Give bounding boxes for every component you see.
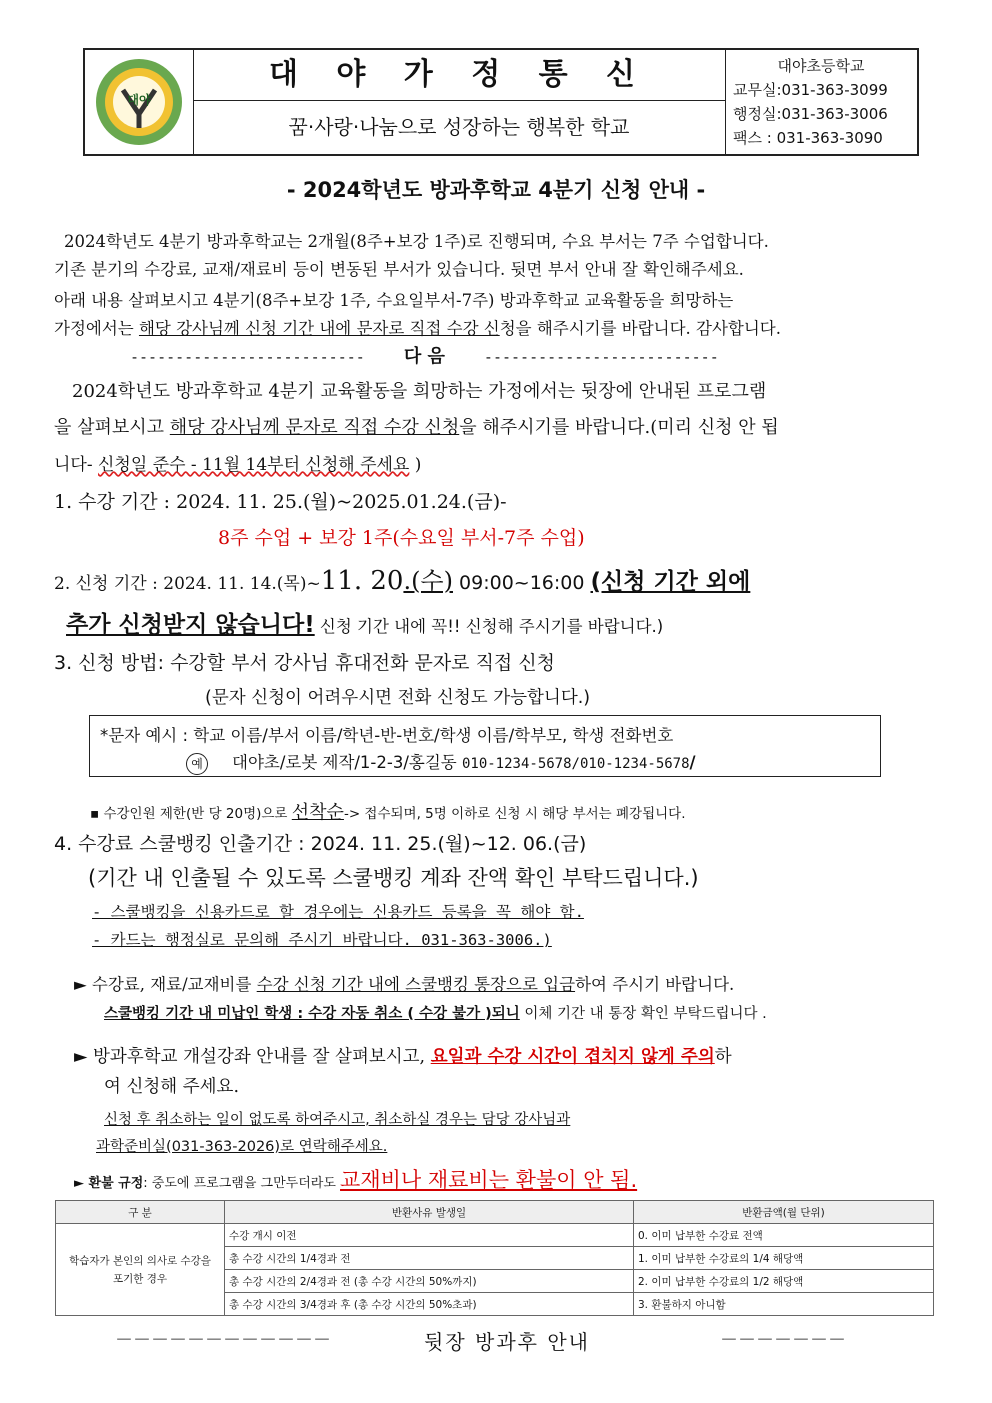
section-divider: -------------------------- 다 음 -------------------------- — [130, 346, 719, 367]
footer-line-left: －－－－－－－－－－－－ — [115, 1330, 331, 1351]
sms-example-label: *문자 예시 : 학교 이름/부서 이름/학년-반-번호/학생 이름/학부모, 학생 전화번호 — [100, 726, 674, 745]
body-line-2: 을 살펴보시고 해당 강사님께 문자로 직접 수강 신청을 해주시기를 바랍니다.(미리 신청 안 됩 — [54, 417, 779, 438]
school-banking-card-contact: - 카드는 행정실로 문의해 주시기 바랍니다. 031-363-3006.) — [92, 931, 552, 949]
course-period-detail: 8주 수업 + 보강 1주(수요일 부서-7주 수업) — [218, 527, 585, 549]
cancel-note-1: 신청 후 취소하는 일이 없도록 하여주시고, 취소하실 경우는 담당 강사님과 — [104, 1112, 571, 1128]
body-line-3: 니다- 신청일 준수 - 11월 14부터 신청해 주세요 ) — [54, 455, 422, 475]
school-banking-period: 4. 수강료 스쿨뱅킹 인출기간 : 2024. 11. 25.(월)~12. 06.(금) — [54, 833, 587, 855]
intro-line-2: 기존 분기의 수강료, 교재/재료비 등이 변동된 부서가 있습니다. 뒷면 부서 안내 잘 확인해주세요. — [54, 260, 744, 279]
staff-room-phone: 교무실:031-363-3099 — [733, 81, 888, 99]
newsletter-title: 대 야 가 정 통 신 — [193, 50, 725, 101]
admin-office-phone: 행정실:031-363-3006 — [733, 105, 888, 123]
table-row — [56, 1224, 934, 1247]
svg-text:대야: 대야 — [127, 93, 151, 107]
refund-amount: 2. 이미 납부한 수강료의 1/2 해당액 — [634, 1270, 934, 1293]
refund-reason: 수강 개시 이전 — [225, 1224, 634, 1247]
header-amount: 반환금액(월 단위) — [634, 1201, 934, 1224]
intro-line-1: 2024학년도 4분기 방과후학교는 2개월(8주+보강 1주)로 진행되며, 수요 부서는 7주 수업합니다. — [64, 232, 769, 251]
schedule-note-cont: 여 신청해 주세요. — [104, 1077, 240, 1097]
divider-label: 다 음 — [403, 346, 445, 367]
application-method: 3. 신청 방법: 수강할 부서 강사님 휴대전화 문자로 직접 신청 — [54, 652, 556, 674]
refund-amount: 1. 이미 납부한 수강료의 1/4 해당액 — [634, 1247, 934, 1270]
application-period: 2. 신청 기간 : 2024. 11. 14.(목)~11. 20.(수) 09:00~16:00 (신청 기간 외에 — [54, 566, 751, 596]
refund-category: 학습자가 본인의 의사로 수강을 포기한 경우 — [56, 1224, 225, 1316]
header-category: 구 분 — [56, 1201, 225, 1224]
sms-example-text: 예 대야초/로봇 제작/1-2-3/홍길동 010-1234-5678/010-1234-5678/ — [186, 749, 696, 775]
refund-reason: 총 수강 시간의 3/4경과 후 (총 수강 시간의 50%초과) — [225, 1293, 634, 1316]
refund-reason: 총 수강 시간의 1/4경과 전 — [225, 1247, 634, 1270]
school-logo — [85, 50, 194, 154]
intro-emphasis: 해당 강사님께 신청 기간 내에 문자로 직접 수강 신 — [138, 319, 500, 338]
intro-line-3: 아래 내용 살펴보시고 4분기(8주+보강 1주, 수요일부서-7주) 방과후학교 교육활동을 희망하는 — [54, 291, 734, 310]
application-method-note: (문자 신청이 어려우시면 전화 신청도 가능합니다.) — [205, 688, 591, 708]
footer-line-right: －－－－－－－ — [720, 1330, 846, 1351]
school-motto: 꿈·사랑·나눔으로 성장하는 행복한 학교 — [288, 115, 630, 139]
deadline-notice: 신청일 준수 - 11월 14부터 신청해 주세요 — [98, 455, 410, 475]
intro-line-4: 가정에서는 해당 강사님께 신청 기간 내에 문자로 직접 수강 신청을 해주시기를 바랍니다. 감사합니다. — [54, 319, 781, 338]
sms-example-box — [89, 715, 881, 777]
refund-table — [55, 1200, 934, 1316]
refund-policy: ► 환불 규정: 중도에 프로그램을 그만두더라도 교재비나 재료비는 환불이 안 됨. — [74, 1168, 638, 1192]
course-period: 1. 수강 기간 : 2024. 11. 25.(월)~2025.01.24.(금)- — [54, 491, 507, 513]
newsletter-header — [83, 48, 919, 156]
fax-number: 팩스 : 031-363-3090 — [733, 129, 883, 147]
body-line-1: 2024학년도 방과후학교 4분기 교육활동을 희망하는 가정에서는 뒷장에 안내된 프로그램 — [72, 381, 767, 402]
school-contacts — [725, 50, 917, 154]
refund-amount: 3. 환불하지 아니함 — [634, 1293, 934, 1316]
example-mark-icon: 예 — [186, 753, 208, 775]
payment-note: ► 수강료, 재료/교재비를 수강 신청 기간 내에 스쿨뱅킹 통장으로 입금하여 주시기 바랍니다. — [74, 975, 735, 994]
refund-amount: 0. 이미 납부한 수강료 전액 — [634, 1224, 934, 1247]
school-banking-card-note: - 스쿨뱅킹을 신용카드로 할 경우에는 신용카드 등록을 꼭 해야 함. — [92, 903, 584, 921]
header-reason: 반환사유 발생일 — [225, 1201, 634, 1224]
document-title: - 2024학년도 방과후학교 4분기 신청 안내 - — [286, 178, 706, 202]
refund-reason: 총 수강 시간의 2/4경과 전 (총 수강 시간의 50%까지) — [225, 1270, 634, 1293]
enrollment-limit: ▪ 수강인원 제한(반 당 20명)으로 선착순-> 접수되며, 5명 이하로 신청 시 해당 부서는 폐강됩니다. — [90, 802, 686, 823]
application-period-note: 추가 신청받지 않습니다! 신청 기간 내에 꼭!! 신청해 주시기를 바랍니다.) — [66, 612, 664, 638]
school-banking-note: (기간 내 인출될 수 있도록 스쿨뱅킹 계좌 잔액 확인 부탁드립니다.) — [88, 866, 699, 890]
cancel-note-2: 과학준비실(031-363-2026)로 연락해주세요. — [96, 1139, 388, 1155]
schedule-note: ► 방과후학교 개설강좌 안내를 잘 살펴보시고, 요일과 수강 시간이 겹치지 않게 주의하 — [74, 1047, 732, 1067]
payment-warning: 스쿨뱅킹 기간 내 미납인 학생 : 수강 자동 취소 ( 수강 불가 )되니 이체 기간 내 통장 확인 부탁드립니다 . — [104, 1006, 767, 1022]
school-emblem-icon — [93, 56, 185, 148]
table-header-row — [56, 1201, 934, 1224]
footer-label: 뒷장 방과후 안내 — [424, 1330, 590, 1354]
school-name: 대야초등학교 — [777, 57, 865, 75]
